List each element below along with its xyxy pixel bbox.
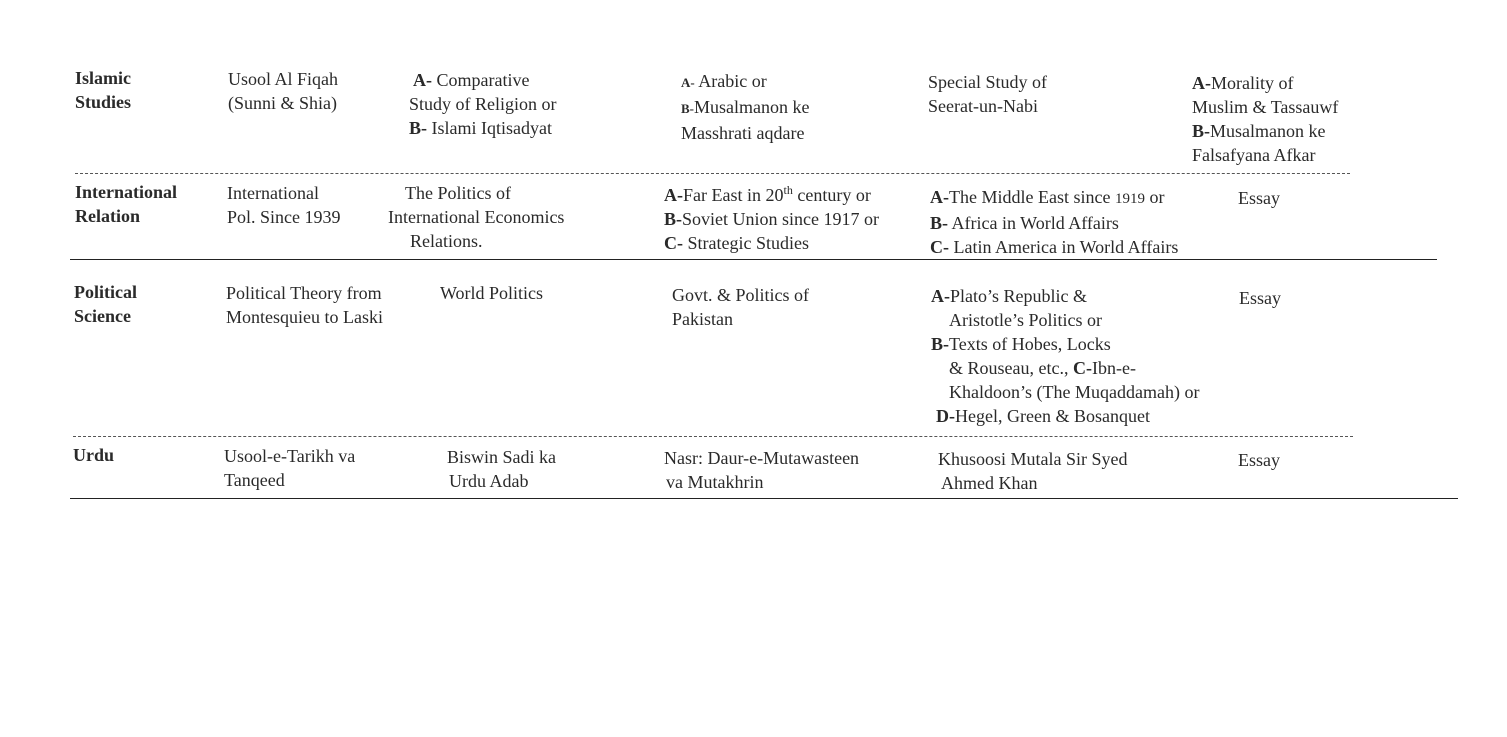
option-marker: A- [930, 187, 949, 207]
cell-line: Montesquieu to Laski [226, 307, 383, 327]
cell-line [681, 69, 809, 95]
option-marker: B- [1192, 121, 1210, 141]
option-text: Plato’s Republic & [950, 286, 1087, 306]
cell-line: Tanqeed [224, 470, 285, 490]
cell-line [1192, 71, 1338, 95]
cell-line: va Mutakhrin [666, 472, 764, 492]
polsci-col5 [1239, 286, 1281, 310]
superscript: th [783, 183, 793, 197]
urdu-col4 [938, 447, 1128, 495]
option-marker: A- [681, 75, 695, 90]
intl-col1 [227, 181, 341, 229]
subject-line: Islamic [75, 68, 131, 88]
cell-line: Muslim & Tassauwf [1192, 97, 1339, 117]
cell-line: Essay [1239, 288, 1281, 308]
row-divider-dashed [75, 173, 1350, 174]
urdu-col2 [447, 445, 556, 493]
cell-line [930, 235, 1178, 259]
option-marker: B- [681, 101, 694, 116]
row-divider-solid [70, 498, 1458, 499]
option-text: Musalmanon ke [1210, 121, 1326, 141]
option-text: Far East in 20 [683, 185, 784, 205]
islamic-col5 [1192, 71, 1338, 167]
cell-line: Usool Al Fiqah [228, 69, 339, 89]
subject-line: Science [74, 306, 131, 326]
option-text: Morality of [1211, 73, 1294, 93]
urdu-col1 [224, 444, 355, 492]
option-text: Latin America in World Affairs [949, 237, 1179, 257]
option-text: Islami Iqtisadyat [427, 118, 552, 138]
cell-line: Urdu Adab [449, 471, 529, 491]
option-text: Hegel, Green & Bosanquet [955, 406, 1150, 426]
intl-col5 [1238, 186, 1280, 210]
option-marker: A- [413, 70, 432, 90]
islamic-col1 [228, 67, 338, 115]
cell-line: Seerat-un-Nabi [928, 96, 1038, 116]
cell-line: Nasr: Daur-e-Mutawasteen [664, 448, 860, 468]
intl-col3 [664, 183, 879, 255]
option-marker: C- [1072, 358, 1092, 378]
option-marker: B- [930, 213, 948, 233]
polsci-col3 [672, 283, 809, 331]
cell-line: Aristotle’s Politics or [949, 310, 1102, 330]
cell-line [681, 95, 809, 121]
cell-line: The Politics of [405, 183, 511, 203]
cell-line: Biswin Sadi ka [447, 447, 557, 467]
option-text: Comparative [432, 70, 530, 90]
polsci-col2 [440, 281, 543, 305]
option-text: century or [792, 185, 871, 205]
cell-line: Khaldoon’s (The Muqaddamah) or [949, 382, 1200, 402]
polsci-col1 [226, 281, 383, 329]
cell-line: Masshrati aqdare [681, 123, 805, 143]
subject-urdu [73, 443, 114, 467]
intl-col2 [388, 181, 564, 253]
option-marker: A- [1192, 73, 1211, 93]
option-marker: C- [930, 237, 949, 257]
option-marker: A- [664, 185, 683, 205]
cell-line: Essay [1238, 188, 1280, 208]
row-divider-dashed [73, 436, 1353, 437]
option-text: & Rouseau, etc., [949, 358, 1073, 378]
urdu-col3 [664, 446, 859, 494]
subject-line: Political [74, 282, 137, 302]
subject-line: International [75, 182, 178, 202]
option-text: Soviet Union since 1917 or [682, 209, 879, 229]
option-text: Texts of Hobes, Locks [949, 334, 1111, 354]
cell-line [409, 68, 557, 92]
subject-islamic-studies [75, 66, 131, 114]
cell-line [931, 332, 1199, 356]
subject-line: Urdu [73, 445, 115, 465]
option-text: Musalmanon ke [694, 97, 810, 117]
cell-line: (Sunni & Shia) [228, 93, 338, 113]
option-text: Africa in World Affairs [948, 213, 1119, 233]
cell-line [409, 116, 557, 140]
cell-line: Political Theory from [226, 283, 382, 303]
option-marker: D- [936, 406, 955, 426]
year: 1919 [1114, 191, 1145, 207]
cell-line: Study of Religion or [409, 94, 557, 114]
option-marker: A- [931, 286, 950, 306]
cell-line: Pol. Since 1939 [227, 207, 341, 227]
subject-line: Relation [75, 206, 140, 226]
cell-line [1192, 119, 1338, 143]
row-divider-solid [70, 259, 1437, 260]
option-marker: B- [409, 118, 427, 138]
option-text: The Middle East since [949, 187, 1115, 207]
cell-line: Usool-e-Tarikh va [224, 446, 356, 466]
intl-col4 [930, 185, 1178, 259]
cell-line [930, 211, 1178, 235]
cell-line: Special Study of [928, 72, 1047, 92]
option-marker: B- [664, 209, 682, 229]
cell-line: Pakistan [672, 309, 733, 329]
cell-line: Govt. & Politics of [672, 285, 810, 305]
urdu-col5 [1238, 448, 1280, 472]
islamic-col2 [409, 68, 557, 140]
cell-line [664, 231, 879, 255]
cell-line: Khusoosi Mutala Sir Syed [938, 449, 1128, 469]
subject-line: Studies [75, 92, 132, 112]
cell-line [931, 404, 1199, 428]
cell-line: International [227, 183, 319, 203]
option-text: Ibn-e- [1091, 358, 1136, 378]
cell-line: Falsafyana Afkar [1192, 145, 1316, 165]
cell-line [930, 185, 1178, 211]
cell-line: Essay [1238, 450, 1280, 470]
option-marker: C- [664, 233, 683, 253]
cell-line [931, 356, 1199, 380]
islamic-col4 [928, 70, 1047, 118]
cell-line: International Economics [388, 207, 565, 227]
cell-line: Relations. [410, 231, 483, 251]
subject-international-relation [75, 180, 177, 228]
cell-line: Ahmed Khan [941, 473, 1038, 493]
option-text: Strategic Studies [683, 233, 809, 253]
option-marker: B- [931, 334, 949, 354]
cell-line [664, 207, 879, 231]
polsci-col4 [931, 284, 1199, 428]
islamic-col3 [681, 69, 809, 145]
option-text: Arabic or [694, 71, 767, 91]
cell-line: World Politics [440, 283, 544, 303]
cell-line [664, 183, 879, 207]
option-text: or [1144, 187, 1165, 207]
subject-political-science [74, 280, 137, 328]
cell-line [931, 284, 1199, 308]
